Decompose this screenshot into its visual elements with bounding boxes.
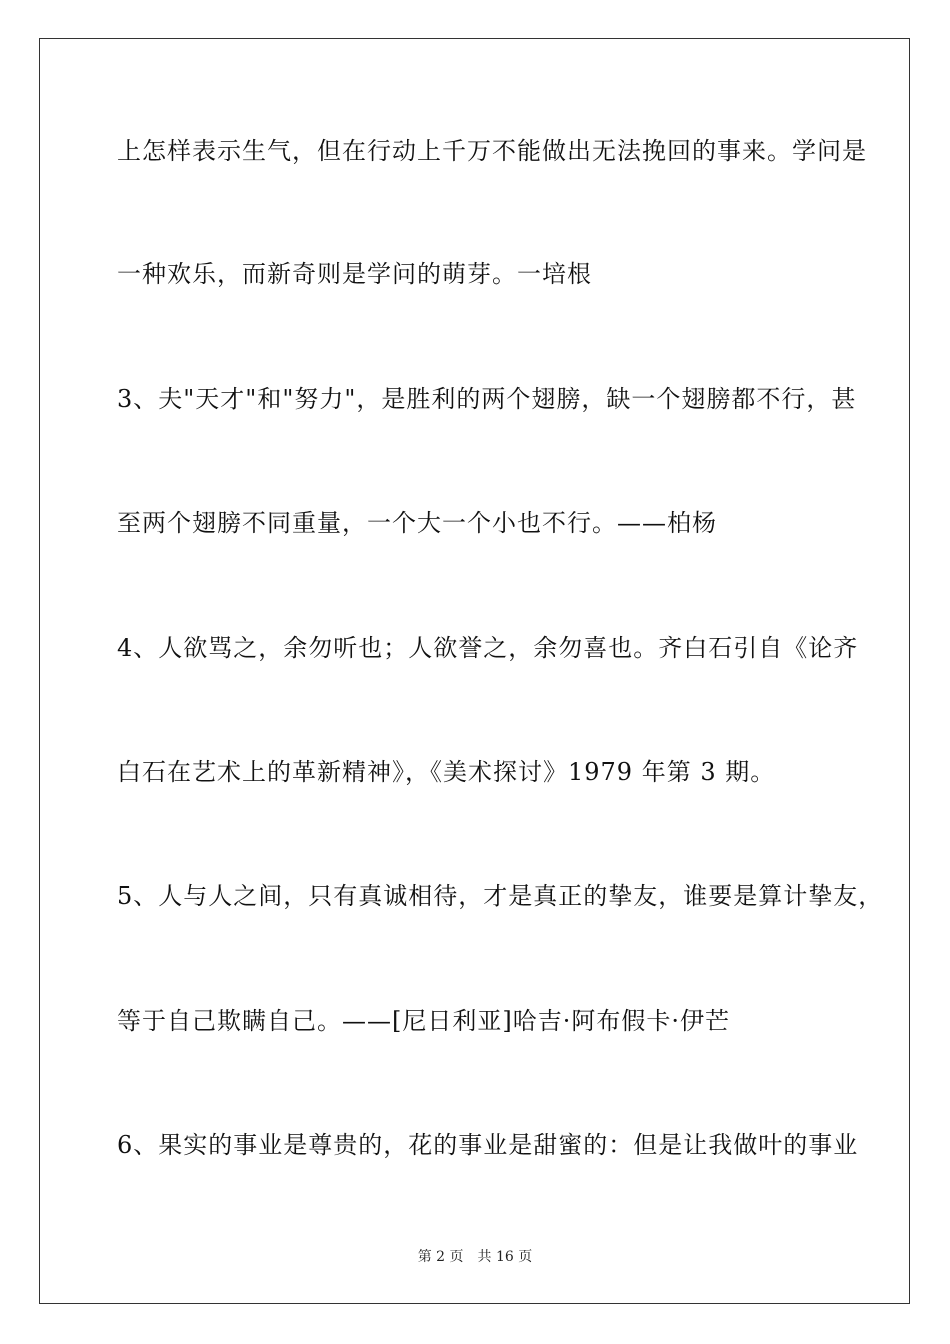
text-line-4: 至两个翅膀不同重量，一个大一个小也不行。——柏杨 — [117, 509, 717, 537]
text-line-1: 上怎样表示生气，但在行动上千万不能做出无法挽回的事来。学问是 — [117, 137, 867, 165]
page-number: 第 2 页 — [417, 1249, 464, 1265]
text-line-7: 5、人与人之间，只有真诚相待，才是真正的挚友，谁要是算计挚友， — [117, 882, 884, 910]
page-total: 共 16 页 — [477, 1249, 533, 1265]
text-line-6: 白石在艺术上的革新精神》，《美术探讨》1979 年第 3 期。 — [117, 758, 776, 786]
page-footer — [0, 1247, 950, 1267]
text-line-9: 6、果实的事业是尊贵的，花的事业是甜蜜的：但是让我做叶的事业 — [117, 1131, 859, 1159]
text-line-5: 4、人欲骂之，余勿听也；人欲誉之，余勿喜也。齐白石引自《论齐 — [117, 634, 859, 662]
page-border — [39, 38, 910, 1304]
text-line-2: 一种欢乐，而新奇则是学问的萌芽。一培根 — [117, 260, 592, 288]
text-line-8: 等于自己欺瞒自己。——[尼日利亚]哈吉·阿布假卡·伊芒 — [117, 1007, 730, 1035]
text-line-3: 3、夫"天才"和"努力"，是胜利的两个翅膀，缺一个翅膀都不行，甚 — [117, 385, 857, 413]
